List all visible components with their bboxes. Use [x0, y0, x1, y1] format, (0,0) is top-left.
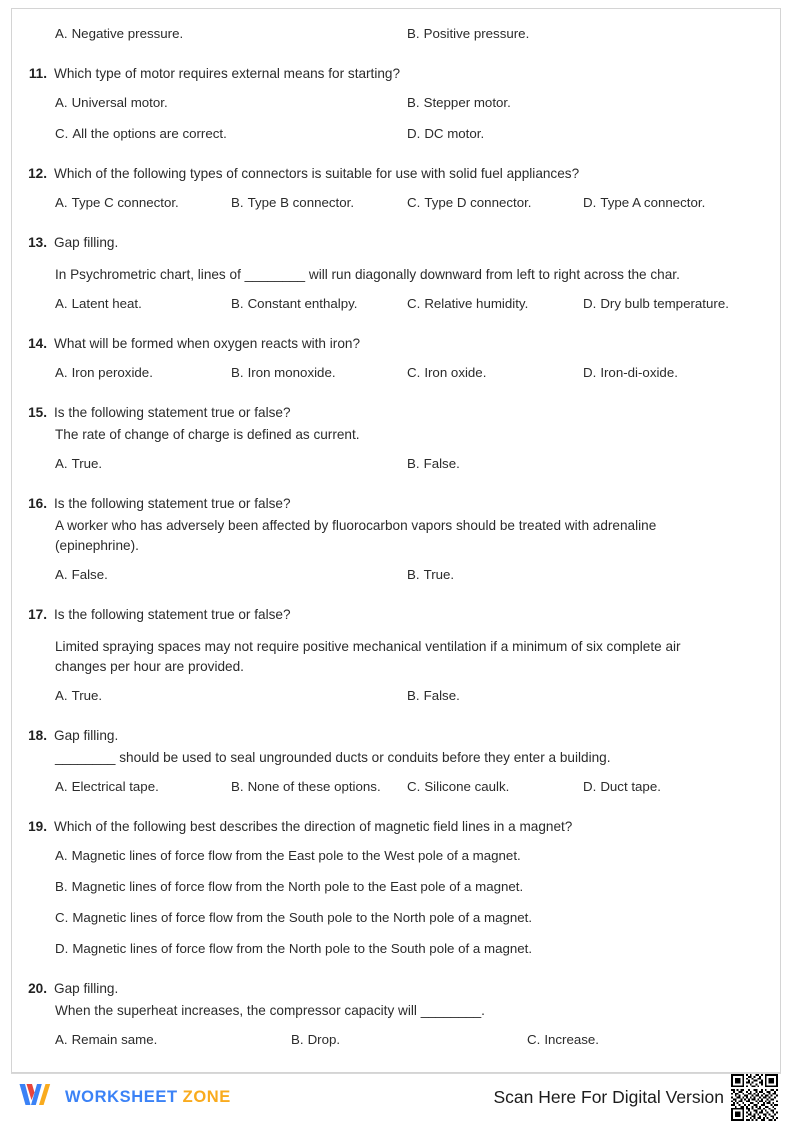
question-number: 16. — [28, 496, 47, 511]
question-text: Gap filling. — [54, 728, 119, 743]
options-group — [55, 846, 759, 959]
question-block — [18, 605, 759, 706]
option-text: True. — [423, 567, 455, 582]
spacer — [18, 314, 759, 334]
option-label: A. — [55, 456, 68, 471]
option-label: D. — [407, 126, 421, 141]
question-text: Is the following statement true or false? — [54, 607, 291, 622]
option-text: Type A connector. — [600, 195, 706, 210]
option-label: A. — [55, 195, 68, 210]
option-item[interactable] — [407, 294, 583, 314]
option-item[interactable] — [55, 93, 407, 113]
question-subtext: Limited spraying spaces may not require positive mechanical ventilation if a minimum of six complete air changes per hour are provided. — [55, 639, 681, 674]
question-text: Which type of motor requires external means for starting? — [54, 66, 401, 81]
brand-logo[interactable] — [17, 1081, 231, 1114]
option-item[interactable] — [583, 193, 759, 213]
option-item[interactable] — [231, 363, 407, 383]
option-text: Electrical tape. — [71, 779, 159, 794]
option-label: A. — [55, 688, 68, 703]
option-label: B. — [231, 296, 244, 311]
question-subtext: In Psychrometric chart, lines of ________ will run diagonally downward from left to right across the char. — [55, 267, 680, 282]
question-block — [18, 334, 759, 383]
option-text: Increase. — [544, 1032, 600, 1047]
question-number: 18. — [28, 728, 47, 743]
question-number: 14. — [28, 336, 47, 351]
option-text: Constant enthalpy. — [247, 296, 358, 311]
question-text: Is the following statement true or false? — [54, 496, 291, 511]
question-text: What will be formed when oxygen reacts with iron? — [54, 336, 360, 351]
option-label: C. — [55, 910, 69, 925]
option-item[interactable] — [55, 294, 231, 314]
option-label: C. — [407, 195, 421, 210]
spacer — [18, 213, 759, 233]
option-label: C. — [407, 365, 421, 380]
spacer — [18, 959, 759, 979]
option-text: Type B connector. — [247, 195, 355, 210]
option-text: Iron-di-oxide. — [600, 365, 678, 380]
option-text: Iron oxide. — [424, 365, 487, 380]
option-item[interactable] — [583, 363, 759, 383]
scan-instruction-text: Scan Here For Digital Version — [493, 1087, 724, 1107]
option-text: Duct tape. — [600, 779, 661, 794]
option-text: Type C connector. — [71, 195, 179, 210]
option-text: Universal motor. — [71, 95, 168, 110]
question-number: 15. — [28, 405, 47, 420]
option-label: B. — [231, 195, 244, 210]
question-heading — [18, 64, 759, 84]
options-group — [55, 777, 759, 797]
option-item[interactable] — [407, 686, 759, 706]
option-label: B. — [291, 1032, 304, 1047]
option-item[interactable] — [55, 846, 759, 866]
option-text: Drop. — [307, 1032, 341, 1047]
question-subtext: ________ should be used to seal ungrounded ducts or conduits before they enter a building. — [55, 750, 611, 765]
option-text: True. — [71, 456, 103, 471]
question-number: 11. — [28, 66, 47, 81]
option-item[interactable] — [55, 877, 759, 897]
option-label: A. — [55, 779, 68, 794]
option-text: Magnetic lines of force flow from the South pole to the North pole of a magnet. — [72, 910, 533, 925]
question-text: Gap filling. — [54, 981, 119, 996]
option-item[interactable] — [407, 93, 759, 113]
option-label: B. — [55, 879, 68, 894]
option-label: C. — [55, 126, 69, 141]
question-number: 19. — [28, 819, 47, 834]
option-item[interactable] — [407, 124, 759, 144]
question-heading — [18, 164, 759, 184]
option-item[interactable] — [55, 454, 407, 474]
option-item[interactable] — [407, 565, 759, 585]
option-item[interactable] — [583, 777, 759, 797]
page-footer — [11, 1073, 781, 1122]
qr-code-icon[interactable] — [731, 1074, 778, 1121]
option-item[interactable] — [55, 686, 407, 706]
question-heading — [18, 726, 759, 746]
options-group — [55, 454, 759, 474]
question-block — [18, 817, 759, 959]
question-heading — [18, 334, 759, 354]
option-item[interactable] — [583, 294, 759, 314]
option-text: Magnetic lines of force flow from the East pole to the West pole of a magnet. — [71, 848, 521, 863]
option-item[interactable] — [55, 24, 407, 44]
option-label: B. — [407, 456, 420, 471]
question-block — [18, 494, 759, 585]
option-label: A. — [55, 26, 68, 41]
question-block — [18, 64, 759, 144]
option-item[interactable] — [55, 363, 231, 383]
option-item[interactable] — [291, 1030, 527, 1050]
spacer — [18, 797, 759, 817]
question-block — [18, 403, 759, 474]
option-item[interactable] — [407, 193, 583, 213]
question-heading — [18, 817, 759, 837]
option-item[interactable] — [407, 363, 583, 383]
options-row — [55, 93, 759, 113]
option-label: B. — [407, 688, 420, 703]
options-group — [55, 565, 759, 585]
logo-wordmark — [65, 1088, 231, 1107]
question-heading — [18, 403, 759, 423]
spacer — [18, 144, 759, 164]
option-label: A. — [55, 567, 68, 582]
option-label: A. — [55, 365, 68, 380]
option-text: False. — [71, 567, 108, 582]
worksheet-zone-w-icon — [17, 1081, 57, 1114]
options-group — [55, 93, 759, 144]
question-number: 17. — [28, 607, 47, 622]
option-text: Latent heat. — [71, 296, 142, 311]
option-label: D. — [55, 941, 69, 956]
option-text: False. — [423, 456, 460, 471]
option-text: Type D connector. — [424, 195, 532, 210]
option-item[interactable] — [55, 939, 759, 959]
question-subtext: A worker who has adversely been affected by fluorocarbon vapors should be treated with adrenaline (epinephrine). — [55, 518, 657, 553]
question-block — [18, 979, 759, 1050]
logo-text-zone: ZONE — [182, 1088, 231, 1106]
option-item[interactable] — [55, 908, 759, 928]
option-text: Iron monoxide. — [247, 365, 336, 380]
question-heading — [18, 979, 759, 999]
option-label: A. — [55, 296, 68, 311]
question-number: 13. — [28, 235, 47, 250]
options-group — [55, 363, 759, 383]
question-subtext: When the superheat increases, the compressor capacity will ________. — [55, 1003, 485, 1018]
option-text: Magnetic lines of force flow from the North pole to the East pole of a magnet. — [71, 879, 524, 894]
question-block — [18, 726, 759, 797]
logo-text-worksheet: WORKSHEET — [65, 1088, 178, 1106]
option-text: Stepper motor. — [423, 95, 511, 110]
spacer — [18, 474, 759, 494]
option-item[interactable] — [55, 193, 231, 213]
option-label: B. — [407, 26, 420, 41]
options-row — [55, 124, 759, 144]
option-label: D. — [583, 195, 597, 210]
question-text: Gap filling. — [54, 235, 119, 250]
option-item[interactable] — [407, 454, 759, 474]
option-text: Magnetic lines of force flow from the North pole to the South pole of a magnet. — [72, 941, 533, 956]
option-item[interactable] — [231, 777, 407, 797]
option-item[interactable] — [55, 777, 231, 797]
option-text: DC motor. — [424, 126, 485, 141]
spacer — [18, 585, 759, 605]
option-label: C. — [407, 296, 421, 311]
question-text: Which of the following types of connectors is suitable for use with solid fuel appliances? — [54, 166, 580, 181]
option-text: Remain same. — [71, 1032, 158, 1047]
option-label: A. — [55, 1032, 68, 1047]
option-item[interactable] — [231, 294, 407, 314]
options-group — [55, 294, 759, 314]
question-heading — [18, 605, 759, 625]
option-text: None of these options. — [247, 779, 381, 794]
question-block — [18, 233, 759, 314]
option-item[interactable] — [527, 1030, 599, 1050]
question-text: Is the following statement true or false? — [54, 405, 291, 420]
option-label: B. — [407, 567, 420, 582]
question-number: 20. — [28, 981, 47, 996]
spacer — [18, 706, 759, 726]
question-number: 12. — [28, 166, 47, 181]
options-group — [55, 1030, 759, 1050]
question-text: Which of the following best describes the direction of magnetic field lines in a magnet? — [54, 819, 573, 834]
option-text: True. — [71, 688, 103, 703]
option-label: B. — [231, 779, 244, 794]
option-item[interactable] — [55, 1030, 291, 1050]
option-text: Iron peroxide. — [71, 365, 153, 380]
option-text: False. — [423, 688, 460, 703]
option-text: All the options are correct. — [72, 126, 227, 141]
option-label: A. — [55, 95, 68, 110]
option-text: Relative humidity. — [424, 296, 529, 311]
option-label: B. — [231, 365, 244, 380]
option-label: D. — [583, 365, 597, 380]
options-group — [55, 193, 759, 213]
option-text: Dry bulb temperature. — [600, 296, 729, 311]
option-label: D. — [583, 296, 597, 311]
option-text: Negative pressure. — [71, 26, 184, 41]
question-heading — [18, 233, 759, 253]
option-label: C. — [527, 1032, 541, 1047]
option-item[interactable] — [55, 124, 407, 144]
option-item[interactable] — [407, 777, 583, 797]
option-text: Silicone caulk. — [424, 779, 510, 794]
option-label: B. — [407, 95, 420, 110]
worksheet-content — [11, 8, 781, 1050]
question-block — [18, 164, 759, 213]
question-heading — [18, 494, 759, 514]
option-item[interactable] — [407, 24, 759, 44]
scan-section — [493, 1074, 781, 1121]
spacer — [18, 383, 759, 403]
option-text: Positive pressure. — [423, 26, 530, 41]
partial-options-row — [55, 24, 759, 44]
option-label: A. — [55, 848, 68, 863]
options-group — [55, 686, 759, 706]
option-label: C. — [407, 779, 421, 794]
option-item[interactable] — [55, 565, 407, 585]
option-item[interactable] — [231, 193, 407, 213]
spacer — [18, 44, 759, 64]
option-label: D. — [583, 779, 597, 794]
question-subtext: The rate of change of charge is defined as current. — [55, 427, 360, 442]
